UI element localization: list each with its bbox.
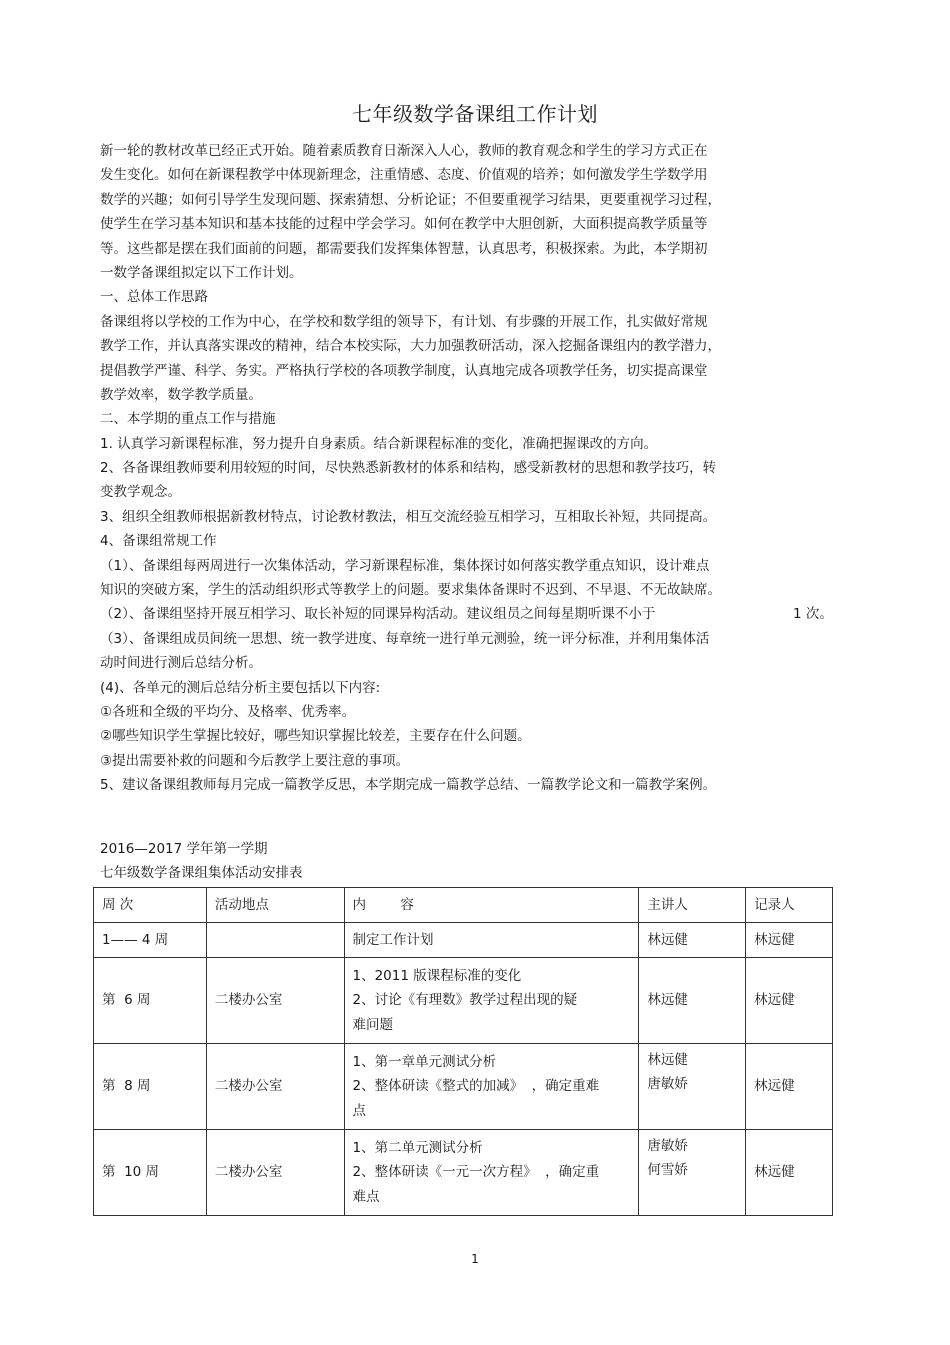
body-text xyxy=(100,139,835,798)
schedule-table xyxy=(93,887,833,1216)
paragraph-line: (4)、各单元的测后总结分析主要包括以下内容: xyxy=(100,679,381,696)
paragraph-line: 使学生在学习基本知识和基本技能的过程中学会学习。如何在教学中大胆创新，大面积提高教学质量等 xyxy=(100,216,708,233)
paragraph-line: （3）、备课组成员间统一思想、统一教学进度、每章统一进行单元测验，统一评分标准，并利用集体活 xyxy=(100,630,710,647)
paragraph-line: 教学工作，并认真落实课改的精神，结合本校实际，大力加强教研活动，深入挖掘备课组内的教学潜力， xyxy=(100,338,721,355)
paragraph-line: 5、建议备课组教师每月完成一篇教学反思，本学期完成一篇教学总结、一篇教学论文和一篇教学案例。 xyxy=(100,777,717,794)
content-line: 2、整体研读《一元一次方程》 ，确定重 xyxy=(352,1164,600,1181)
speaker-cell xyxy=(639,1130,746,1216)
header-place: 活动地点 xyxy=(206,888,344,923)
content-line: 2、整体研读《整式的加减》 ，确定重难 xyxy=(352,1078,600,1095)
paragraph-line-text: （2）、备课组坚持开展互相学习、取长补短的同课异构活动。建议组员之间每星期听课不小于 xyxy=(100,606,656,623)
speaker-cell xyxy=(639,958,746,1044)
week-cell: 第 6 周 xyxy=(94,958,207,1044)
header-content: 内 容 xyxy=(344,888,639,923)
paragraph-line: 变教学观念。 xyxy=(100,484,181,501)
paragraph-line: 4、备课组常规工作 xyxy=(100,533,217,550)
paragraph-line: 发生变化。如何在新课程教学中体现新理念，注重情感、态度、价值观的培养；如何激发学生学数学用 xyxy=(100,167,708,184)
semester-label: 2016—2017 学年第一学期 xyxy=(100,841,268,857)
content-cell xyxy=(344,1044,639,1130)
content-line: 1、2011 版课程标准的变化 xyxy=(352,967,522,984)
place-cell: 二楼办公室 xyxy=(206,958,344,1044)
week-cell: 第 10 周 xyxy=(94,1130,207,1216)
place-cell: 二楼办公室 xyxy=(206,1130,344,1216)
table-title: 七年级数学备课组集体活动安排表 xyxy=(100,865,303,881)
table-row xyxy=(94,1044,833,1130)
paragraph-line: 3、组织全组教师根据新教材特点，讨论教材教法，相互交流经验互相学习，互相取长补短，共同提高。 xyxy=(100,508,717,525)
content-line: 1、第一章单元测试分析 xyxy=(352,1053,497,1070)
section-heading: 二、本学期的重点工作与措施 xyxy=(100,411,276,428)
speaker-name: 唐敏娇 xyxy=(647,1076,688,1093)
paragraph-line-suffix: 1 次。 xyxy=(793,606,833,623)
content-line: 难点 xyxy=(352,1188,380,1205)
content-line: 点 xyxy=(352,1102,366,1119)
table-row xyxy=(94,1130,833,1216)
content-line: 2、讨论《有理数》教学过程出现的疑 xyxy=(352,992,578,1009)
content-line: 1、第二单元测试分析 xyxy=(352,1139,483,1156)
recorder-cell: 林远健 xyxy=(746,1044,833,1130)
week-cell: 1—— 4 周 xyxy=(94,923,207,958)
section-heading: 一、总体工作思路 xyxy=(100,289,208,306)
header-speaker: 主讲人 xyxy=(639,888,746,923)
paragraph-line: 备课组将以学校的工作为中心，在学校和数学组的领导下，有计划、有步骤的开展工作，扎实做好常规 xyxy=(100,313,708,330)
header-week: 周 次 xyxy=(94,888,207,923)
paragraph-line: 新一轮的教材改革已经正式开始。随着素质教育日渐深入人心，教师的教育观念和学生的学习方式正在 xyxy=(100,143,708,159)
paragraph-line: 知识的突破方案，学生的活动组织形式等教学上的问题。要求集体备课时不迟到、不早退、不无故缺席。 xyxy=(100,582,721,599)
place-cell: 二楼办公室 xyxy=(206,1044,344,1130)
speaker-name: 何雪娇 xyxy=(647,1162,688,1179)
speaker-name: 唐敏娇 xyxy=(647,1138,688,1154)
speaker-cell xyxy=(639,923,746,958)
content-cell xyxy=(344,1130,639,1216)
paragraph-line: 动时间进行测后总结分析。 xyxy=(100,655,262,672)
paragraph-line: 数学的兴趣；如何引导学生发现问题、探索猜想、分析论证；不但要重视学习结果，更要重视学习过程， xyxy=(100,191,721,208)
paragraph-line: 等。这些都是摆在我们面前的问题，都需要我们发挥集体智慧，认真思考，积极探索。为此，本学期初 xyxy=(100,240,708,257)
paragraph-line: ②哪些知识学生掌握比较好，哪些知识掌握比较差，主要存在什么问题。 xyxy=(100,728,531,745)
speaker-cell xyxy=(639,1044,746,1130)
content-cell xyxy=(344,958,639,1044)
page-number: 1 xyxy=(471,1252,479,1266)
paragraph-line: 一数学备课组拟定以下工作计划。 xyxy=(100,264,303,281)
paragraph-line: 教学效率，数学教学质量。 xyxy=(100,386,262,403)
recorder-cell: 林远健 xyxy=(746,923,833,958)
speaker-name: 林远健 xyxy=(647,931,688,948)
paragraph-line: ①各班和全级的平均分、及格率、优秀率。 xyxy=(100,703,356,720)
table-row xyxy=(94,923,833,958)
paragraph-line: ③提出需要补救的问题和今后教学上要注意的事项。 xyxy=(100,752,410,769)
table-row xyxy=(94,958,833,1044)
header-recorder: 记录人 xyxy=(746,888,833,923)
place-cell xyxy=(206,923,344,958)
paragraph-line xyxy=(100,602,835,626)
speaker-name: 林远健 xyxy=(647,1052,688,1068)
content-line: 制定工作计划 xyxy=(352,931,434,948)
recorder-cell: 林远健 xyxy=(746,1130,833,1216)
content-line: 难问题 xyxy=(352,1016,393,1033)
week-cell: 第 8 周 xyxy=(94,1044,207,1130)
document-title: 七年级数学备课组工作计划 xyxy=(352,102,598,126)
paragraph-line: 1. 认真学习新课程标准，努力提升自身素质。结合新课程标准的变化，准确把握课改的方向。 xyxy=(100,435,658,452)
table-header-row xyxy=(94,888,833,923)
paragraph-line: 提倡教学严谨、科学、务实。严格执行学校的各项教学制度，认真地完成各项教学任务，切实提高课堂 xyxy=(100,362,708,379)
speaker-name: 林远健 xyxy=(647,992,688,1009)
paragraph-line: 2、各备课组教师要利用较短的时间，尽快熟悉新教材的体系和结构，感受新教材的思想和教学技巧，转 xyxy=(100,460,717,477)
paragraph-line: （1）、备课组每两周进行一次集体活动，学习新课程标准，集体探讨如何落实教学重点知识，设计难点 xyxy=(100,557,710,574)
content-cell xyxy=(344,923,639,958)
recorder-cell: 林远健 xyxy=(746,958,833,1044)
